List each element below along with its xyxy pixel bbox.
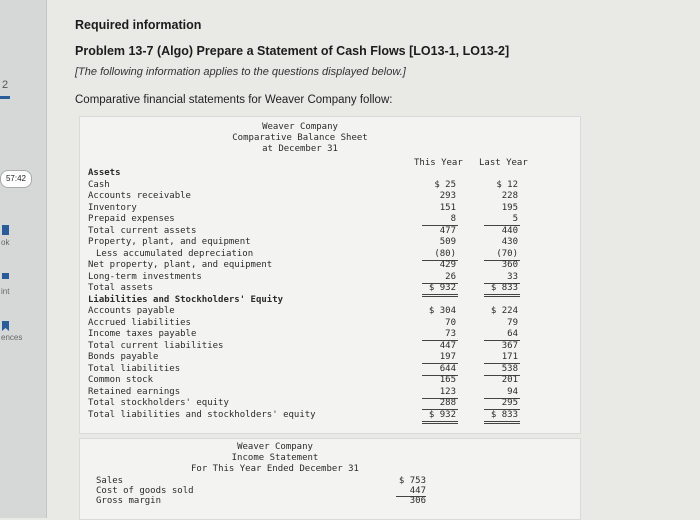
bs-value-last-year: 171 [501,352,518,362]
bs-row-label: Total assets [88,283,154,293]
bs-value-last-year: 33 [507,271,518,282]
question-number[interactable]: 2 [2,79,9,91]
print-icon[interactable] [2,268,10,278]
bs-value-last-year: 195 [501,202,518,213]
references-icon[interactable] [2,318,10,328]
bs-value-this-year: 165 [439,375,456,385]
underline [422,423,458,424]
bs-row-label: Property, plant, and equipment [88,237,251,247]
underline [422,421,458,422]
required-info-heading: Required information [75,18,202,32]
sidebar-label-ok[interactable]: ok [1,238,10,247]
bs-value-last-year: 5 [512,214,518,224]
bs-value-this-year: $ 932 [428,283,456,293]
bs-row-label: Bonds payable [88,352,159,362]
bs-value-this-year: 509 [439,237,456,247]
bs-row-label: Long-term investments [88,271,202,282]
is-value: 447 [409,486,426,496]
bs-value-this-year: 477 [439,225,456,236]
bs-value-this-year: 293 [439,191,456,201]
income-statement [79,438,581,520]
book-icon[interactable] [2,222,10,232]
problem-intro: Comparative financial statements for Weaver Company follow: [75,94,393,106]
bs-value-last-year: 360 [501,260,518,270]
bs-title-date: at December 31 [262,144,338,154]
bs-row-label: Inventory [88,202,137,213]
bs-row-label: Total liabilities and stockholders' equity [88,409,316,420]
bs-title-statement: Comparative Balance Sheet [232,133,368,143]
bs-value-last-year: 228 [501,191,518,201]
bs-value-last-year: 295 [501,398,518,408]
bs-value-last-year: (70) [496,248,518,259]
bs-row-label: Total liabilities [88,363,181,374]
balance-sheet [79,116,581,434]
bs-row-label: Total current assets [88,225,197,236]
bs-value-last-year: 79 [507,317,518,328]
sidebar-label-int[interactable]: int [1,287,10,296]
col-header-last-year: Last Year [479,158,528,168]
is-row-label: Gross margin [96,496,162,506]
problem-note: [The following information applies to the questions displayed below.] [75,66,406,78]
bs-row-label: Less accumulated depreciation [96,248,254,259]
bs-value-this-year: 644 [439,363,456,374]
bs-value-this-year: 429 [439,260,456,270]
sidebar-label-references[interactable]: ences [1,333,23,342]
bs-row-label: Net property, plant, and equipment [88,260,273,270]
bs-value-last-year: 94 [507,386,518,397]
underline [422,294,458,295]
is-title-statement: Income Statement [231,453,319,463]
is-title-period: For This Year Ended December 31 [191,464,359,474]
bs-value-this-year: $ 25 [434,179,456,190]
bs-value-last-year: $ 12 [496,179,518,190]
bs-row-label: Total current liabilities [88,340,224,351]
main-content [47,0,700,518]
bs-value-last-year: 430 [501,237,518,247]
bs-value-last-year: 440 [501,225,518,236]
bs-row-label: Income taxes payable [88,329,197,339]
is-row-label: Sales [96,476,124,486]
bs-value-this-year: 8 [450,214,456,224]
bs-value-this-year: 26 [445,271,456,282]
bs-value-last-year: $ 833 [490,409,518,420]
bs-row-label: Assets [88,168,121,178]
underline [484,423,520,424]
bs-value-last-year: $ 224 [490,306,518,316]
bs-row-label: Common stock [88,375,154,385]
bs-value-this-year: 447 [439,340,456,351]
bs-row-label: Cash [88,179,110,190]
bs-value-last-year: 201 [501,375,518,385]
bs-value-this-year: $ 304 [428,306,456,316]
is-title-company: Weaver Company [237,442,313,452]
bs-value-this-year: 151 [439,202,456,213]
bs-value-this-year: 73 [445,329,456,339]
underline [484,294,520,295]
underline [484,296,520,297]
timer-badge: 57:42 [0,170,32,188]
bs-row-label: Liabilities and Stockholders' Equity [88,294,284,305]
active-question-indicator [0,96,10,99]
bs-value-last-year: $ 833 [490,283,518,293]
bs-value-this-year: (80) [434,248,456,259]
bs-row-label: Accounts payable [88,306,175,316]
bs-row-label: Accounts receivable [88,191,191,201]
col-header-this-year: This Year [414,158,463,168]
is-value: 306 [409,496,426,506]
underline [484,421,520,422]
is-row-label: Cost of goods sold [96,486,194,496]
bs-row-label: Accrued liabilities [88,317,191,328]
is-value: $ 753 [398,476,426,486]
bs-row-label: Total stockholders' equity [88,398,229,408]
bs-value-this-year: $ 932 [428,409,456,420]
bs-row-label: Retained earnings [88,386,181,397]
problem-title: Problem 13-7 (Algo) Prepare a Statement of Cash Flows [LO13-1, LO13-2] [75,44,510,58]
bs-value-this-year: 197 [439,352,456,362]
bs-row-label: Prepaid expenses [88,214,175,224]
bs-value-last-year: 538 [501,363,518,374]
bs-value-last-year: 64 [507,329,518,339]
bs-value-this-year: 123 [439,386,456,397]
bs-title-company: Weaver Company [262,122,338,132]
left-sidebar [0,0,47,518]
underline [422,296,458,297]
bs-value-last-year: 367 [501,340,518,351]
bs-value-this-year: 70 [445,317,456,328]
bs-value-this-year: 288 [439,398,456,408]
